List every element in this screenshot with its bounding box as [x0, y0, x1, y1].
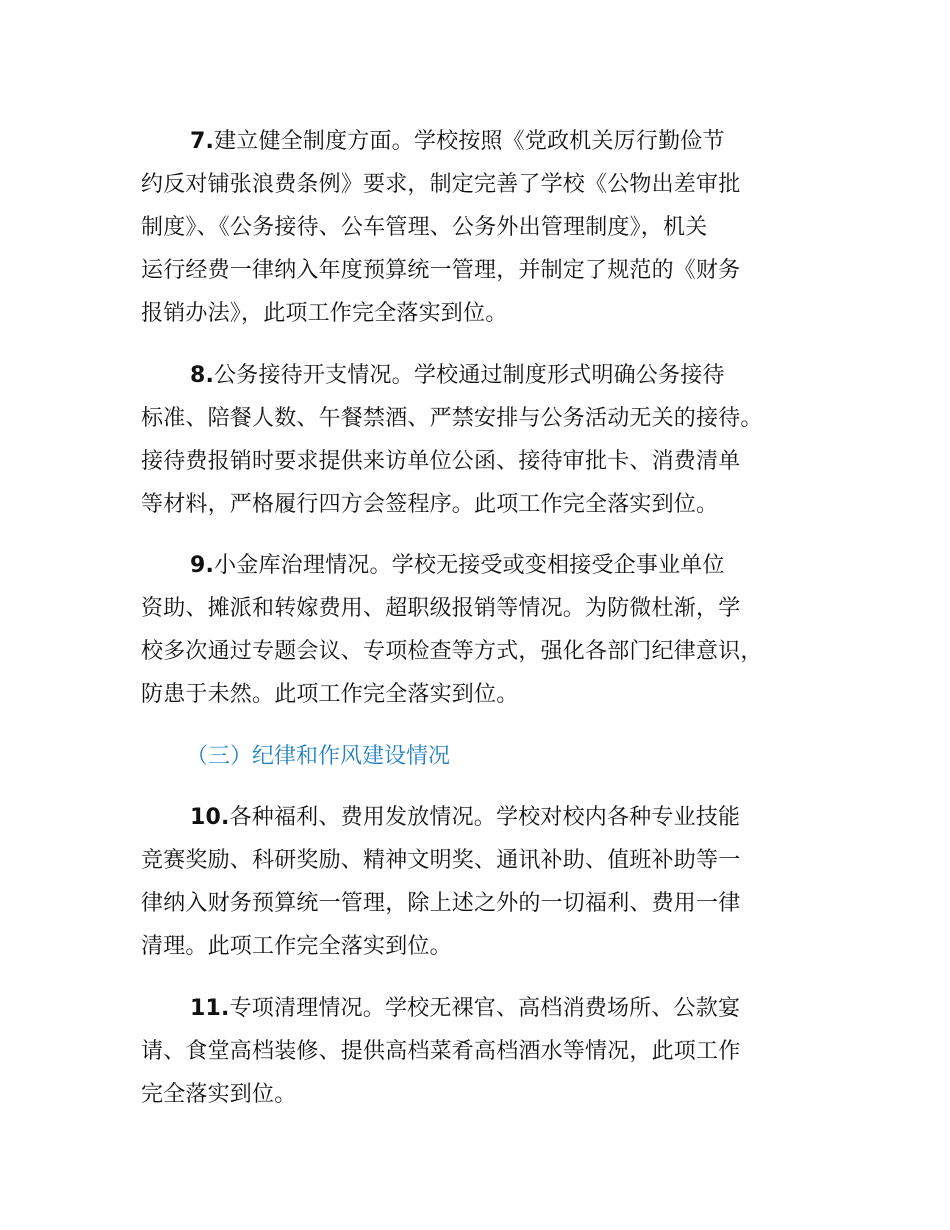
paragraph-line: 清理。此项工作完全落实到位。 [141, 934, 452, 959]
paragraph-text: 各种福利、费用发放情况。学校对校内各种专业技能 [229, 805, 741, 830]
paragraph-line: 竞赛奖励、科研奖励、精神文明奖、通讯补助、值班补助等一 [141, 848, 741, 873]
paragraph-line [190, 995, 740, 1023]
paragraph-line: 报销办法》，此项工作完全落实到位。 [141, 301, 508, 326]
paragraph-line [190, 804, 740, 832]
paragraph-line: 防患于未然。此项工作完全落实到位。 [141, 682, 519, 707]
paragraph-line: 校多次通过专题会议、专项检查等方式，强化各部门纪律意识， [141, 639, 763, 664]
section-heading: （三）纪律和作风建设情况 [186, 744, 451, 769]
paragraph-text: 建立健全制度方面。学校按照《党政机关厉行勤俭节 [214, 129, 725, 154]
paragraph-line: 运行经费一律纳入年度预算统一管理，并制定了规范的《财务 [141, 258, 741, 283]
paragraph-line: 接待费报销时要求提供来访单位公函、接待审批卡、消费清单 [141, 449, 741, 474]
paragraph-line: 资助、摊派和转嫁费用、超职级报销等情况。为防微杜渐，学 [141, 596, 741, 621]
paragraph-number: 7. [190, 129, 215, 154]
paragraph-number: 11. [190, 996, 230, 1021]
paragraph-text: 公务接待开支情况。学校通过制度形式明确公务接待 [214, 363, 725, 388]
paragraph-number: 8. [190, 363, 215, 388]
paragraph-line: 律纳入财务预算统一管理，除上述之外的一切福利、费用一律 [141, 891, 741, 916]
paragraph-line: 制度》、《公务接待、公车管理、公务外出管理制度》，机关 [141, 215, 708, 240]
paragraph-line: 请、食堂高档装修、提供高档菜肴高档酒水等情况，此项工作 [141, 1039, 741, 1064]
paragraph-line [190, 552, 725, 580]
paragraph-line: 完全落实到位。 [141, 1082, 297, 1107]
paragraph-line [190, 362, 725, 390]
paragraph-line: 等材料，严格履行四方会签程序。此项工作完全落实到位。 [141, 492, 719, 517]
paragraph-text: 小金库治理情况。学校无接受或变相接受企事业单位 [214, 553, 725, 578]
paragraph-number: 10. [190, 805, 230, 830]
paragraph-line: 标准、陪餐人数、午餐禁酒、严禁安排与公务活动无关的接待。 [141, 406, 763, 431]
paragraph-number: 9. [190, 553, 215, 578]
paragraph-text: 专项清理情况。学校无裸官、高档消费场所、公款宴 [229, 996, 741, 1021]
paragraph-line [190, 128, 725, 156]
paragraph-line: 约反对铺张浪费条例》要求，制定完善了学校《公物出差审批 [141, 172, 741, 197]
